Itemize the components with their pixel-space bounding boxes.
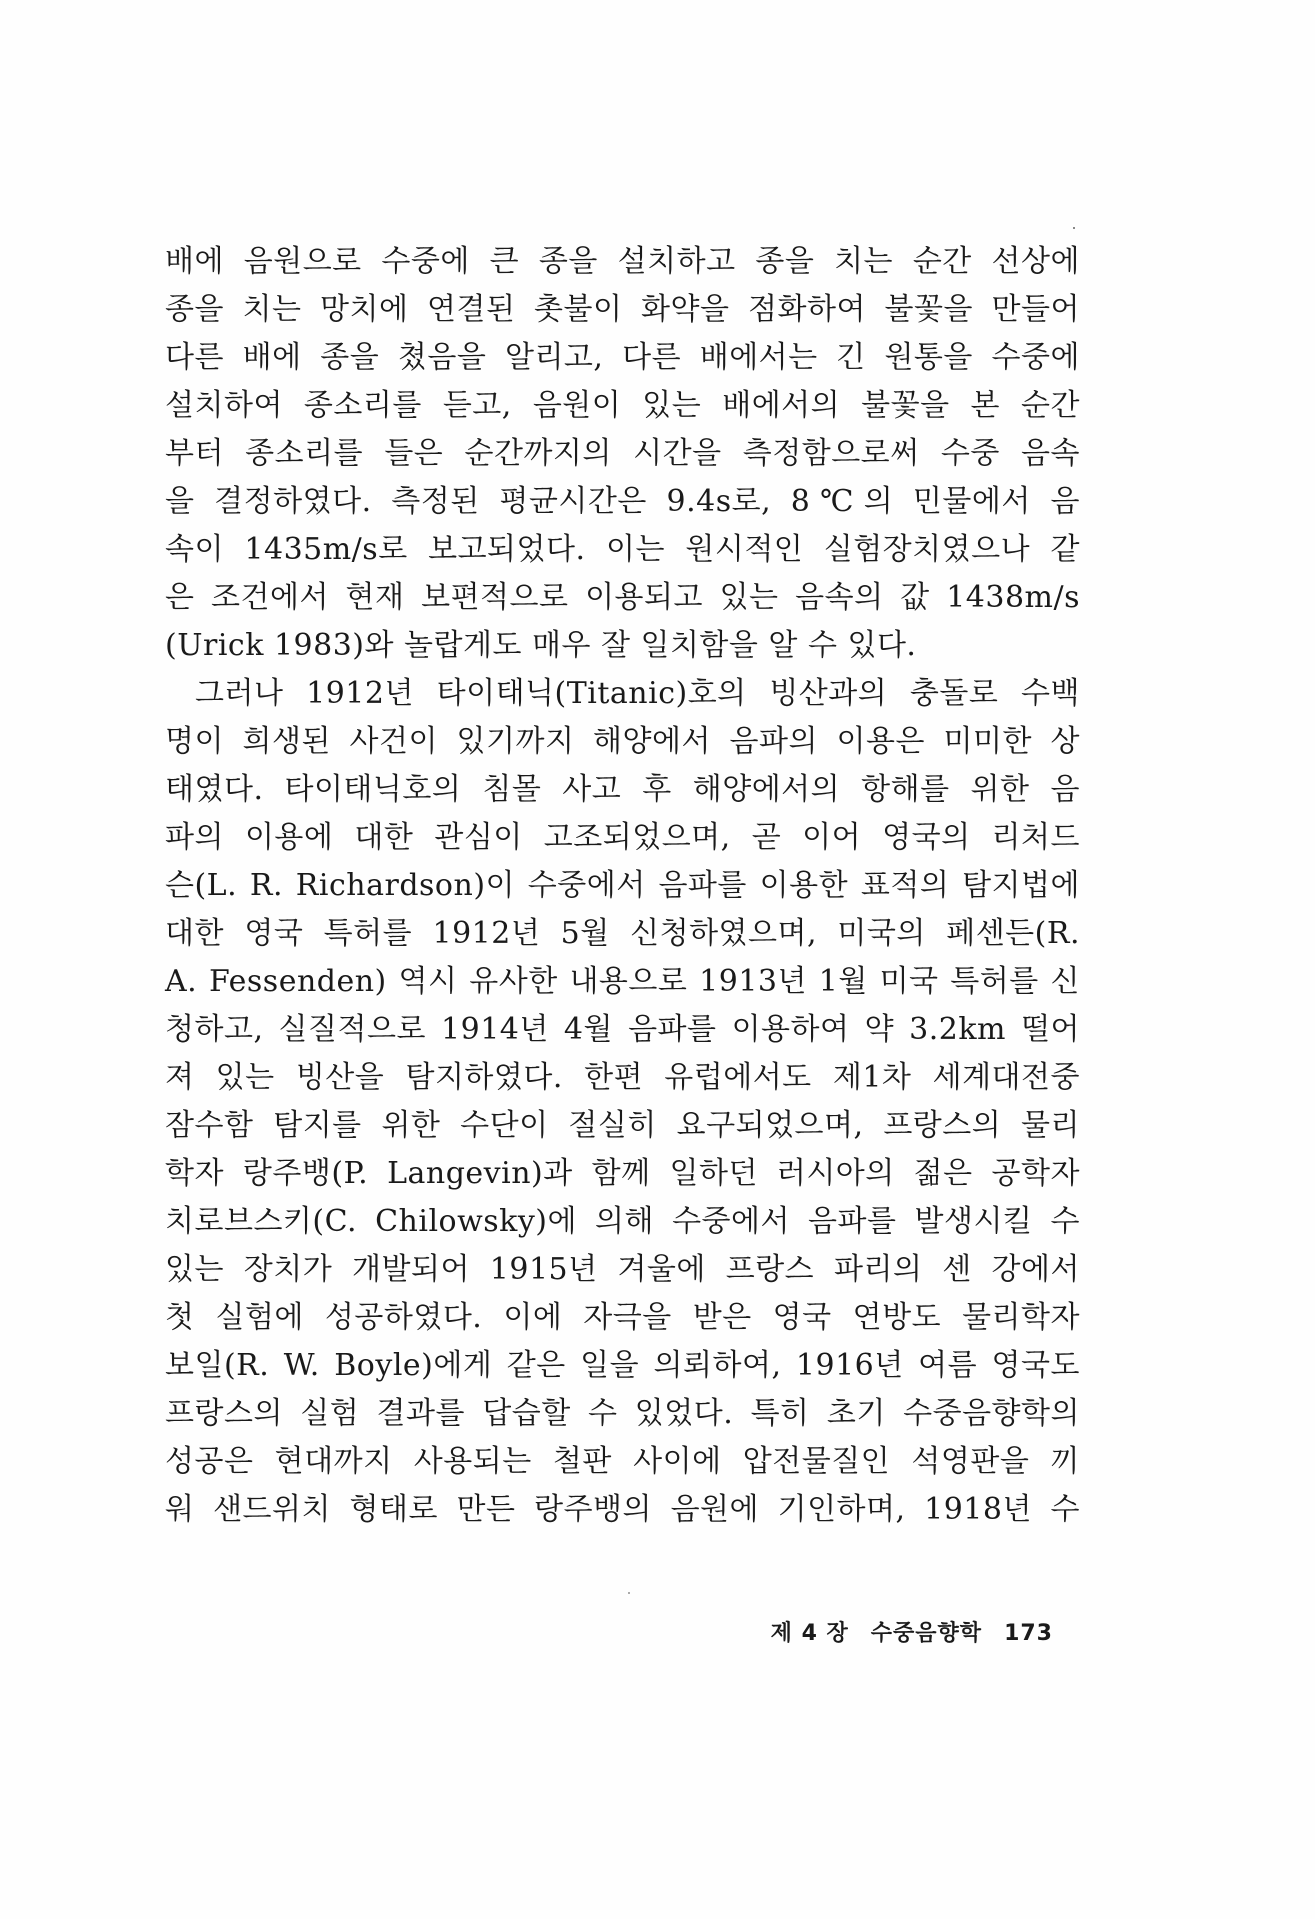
text-line: 은 조건에서 현재 보편적으로 이용되고 있는 음속의 값 1438m/s xyxy=(165,580,1080,615)
text-line: 청하고, 실질적으로 1914년 4월 음파를 이용하여 약 3.2km 떨어 xyxy=(165,1012,1080,1047)
text-line: 명이 희생된 사건이 있기까지 해양에서 음파의 이용은 미미한 상 xyxy=(165,724,1080,759)
text-line: 종을 치는 망치에 연결된 촛불이 화약을 점화하여 불꽃을 만들어 xyxy=(165,292,1080,327)
footer-chapter: 제 4 장 xyxy=(770,1621,849,1646)
text-line: A. Fessenden) 역시 유사한 내용으로 1913년 1월 미국 특허를 신 xyxy=(165,964,1080,999)
text-line: (Urick 1983)와 놀랍게도 매우 잘 일치함을 알 수 있다. xyxy=(165,628,917,663)
page-number: 173 xyxy=(1004,1621,1053,1646)
body-text xyxy=(165,238,1080,1534)
text-line: 설치하여 종소리를 듣고, 음원이 있는 배에서의 불꽃을 본 순간 xyxy=(165,388,1080,423)
margin-mark xyxy=(628,1592,630,1594)
paragraph-first-line: 그러나 1912년 타이태닉(Titanic)호의 빙산과의 충돌로 수백 xyxy=(195,676,1080,711)
text-line: 첫 실험에 성공하였다. 이에 자극을 받은 영국 연방도 물리학자 xyxy=(165,1300,1080,1335)
text-line: 태였다. 타이태닉호의 침몰 사고 후 해양에서의 항해를 위한 음 xyxy=(165,772,1080,807)
text-line: 슨(L. R. Richardson)이 수중에서 음파를 이용한 표적의 탐지법에 xyxy=(165,868,1080,903)
text-line: 파의 이용에 대한 관심이 고조되었으며, 곧 이어 영국의 리처드 xyxy=(165,820,1080,855)
text-line: 학자 랑주뱅(P. Langevin)과 함께 일하던 러시아의 젊은 공학자 xyxy=(165,1156,1080,1191)
text-line: 대한 영국 특허를 1912년 5월 신청하였으며, 미국의 페센든(R. xyxy=(165,916,1080,951)
page-footer xyxy=(771,1616,1053,1647)
text-line: 배에 음원으로 수중에 큰 종을 설치하고 종을 치는 순간 선상에 xyxy=(165,244,1080,279)
text-line: 워 샌드위치 형태로 만든 랑주뱅의 음원에 기인하며, 1918년 수 xyxy=(165,1492,1080,1527)
text-line: 있는 장치가 개발되어 1915년 겨울에 프랑스 파리의 센 강에서 xyxy=(165,1252,1080,1287)
text-line: 성공은 현대까지 사용되는 철판 사이에 압전물질인 석영판을 끼 xyxy=(165,1444,1080,1479)
text-line: 부터 종소리를 들은 순간까지의 시간을 측정함으로써 수중 음속 xyxy=(165,436,1080,471)
text-line: 속이 1435m/s로 보고되었다. 이는 원시적인 실험장치였으나 같 xyxy=(165,532,1080,567)
margin-mark xyxy=(1073,227,1075,229)
text-line: 잠수함 탐지를 위한 수단이 절실히 요구되었으며, 프랑스의 물리 xyxy=(165,1108,1080,1143)
text-line: 다른 배에 종을 쳤음을 알리고, 다른 배에서는 긴 원통을 수중에 xyxy=(165,340,1080,375)
text-line: 보일(R. W. Boyle)에게 같은 일을 의뢰하여, 1916년 여름 영국도 xyxy=(165,1348,1080,1383)
footer-title: 수중음향학 xyxy=(870,1621,983,1646)
text-line: 치로브스키(C. Chilowsky)에 의해 수중에서 음파를 발생시킬 수 xyxy=(165,1204,1080,1239)
text-line: 져 있는 빙산을 탐지하였다. 한편 유럽에서도 제1차 세계대전중 xyxy=(165,1060,1080,1095)
text-line: 을 결정하였다. 측정된 평균시간은 9.4s로, 8℃의 민물에서 음 xyxy=(165,484,1080,519)
text-line: 프랑스의 실험 결과를 답습할 수 있었다. 특히 초기 수중음향학의 xyxy=(165,1396,1080,1431)
